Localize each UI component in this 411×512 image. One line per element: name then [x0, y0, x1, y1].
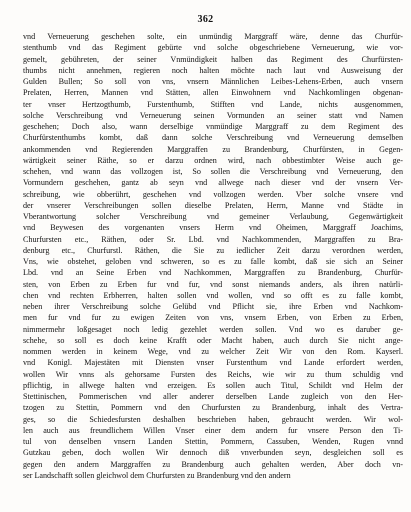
- text-line: Prelaten, Herren, Mannen vnd Stätten, allen Einwohnern vnd Nachkomlingen obgenan-: [23, 88, 403, 98]
- text-line: Vormundern geschehen, gantz ab seyn vnd allwege nach dieser vnd der vnsern Ver-: [23, 178, 403, 188]
- text-line: nimmermehr loßgesaget noch ledig gezehlet werden sollen. Vnd wo es daruber ge-: [23, 324, 403, 334]
- text-line: schreibung, wie obberührt, geschehen vnd vollzogen werden. Vber solche vnsere vnd: [23, 189, 403, 199]
- text-line: wärtigkeit seiner Räthe, so er darzu ordnen wird, nach obbestimbter Weise auch ge-: [23, 155, 403, 165]
- text-line: gemelt, gebühreten, der seiner Vnmündigkeit halben das Regiment des Churfürsten-: [23, 54, 403, 64]
- text-line: Churfürstenthumbs kombt, daß dann solche Verschreibung vnd Verneuerung demselben: [23, 133, 403, 143]
- text-line: geschehen; Doch also, wann derselbige vnmündige Marggraff zu dem Regiment des: [23, 122, 403, 131]
- text-line: sten, von Erben zu Erben fur vnd fur, vnd sonst niemands anders, als ihren natürli-: [23, 279, 403, 289]
- text-line: pflichtig, in allwege halten vnd erzeigen. Es sollen auch Titul, Schildt vnd Helm der: [23, 380, 403, 390]
- text-line: gegen den andern Marggraffen zu Brandenburg auch gehalten werden, Aber doch vn-: [23, 459, 403, 469]
- text-line: neben ihrer Verschreibung solche Gelübd vnd Pflicht sie, ihre Erben vnd Nachkom-: [23, 302, 403, 311]
- text-line: schehen, vnd wann das vollzogen ist, So sollen die Verschreibung vnd Verneuerung, den: [23, 167, 403, 176]
- text-line: nommen werden in keinem Wege, vnd zu welcher Zeit Wir von den Rom. Kayserl.: [23, 347, 403, 356]
- text-line: ankommenden vnd Regierenden Marggraffen zu Brandenburg, Churfürsten, in Gegen-: [23, 144, 403, 154]
- text-line: tul von denselben vnsern Landen Stettin, Pommern, Cassuben, Wenden, Rugen vnnd: [23, 437, 403, 446]
- text-line: tzogen zu Stettin, Pommern vnd den Churfursten zu Brandenburg, inhalt des Vertra-: [23, 403, 403, 413]
- text-line: denburg etc., Churfurstl. Räthen, die Sie zu iedlicher Zeit darzu verordnen werden,: [23, 245, 403, 255]
- text-line: schehe, so soll es doch keine Krafft oder Macht haben, auch durch Sie nicht ange-: [23, 335, 403, 345]
- text-line: Vberantwortung solcher Verschreibung vnd gemeiner Verlaubung, Gegenwärtigkeit: [23, 212, 403, 221]
- text-line: Stettinischen, Pommerischen vnd aller anderer derselben Lande zugleich von den Her-: [23, 392, 403, 401]
- text-line: len auch aus freundlichem Willen Vnser einer dem andern fur vnsere Person den Ti-: [23, 425, 403, 435]
- text-line: men fur vnd fur zu ewigen Zeiten von vns, vnsern Erben, von Erben zu Erben,: [23, 313, 403, 323]
- text-line: solche Verschreibung vnd Verneuerung seinen Vormunden an seiner statt vnd Namen: [23, 110, 403, 120]
- text-line: ter vnser Hertzogthumb, Furstenthumb, Stifften vnd Lande, nichts ausgenommen,: [23, 99, 403, 109]
- text-line: Churfursten etc., Räthen, oder Sr. Lbd. vnd Nachkommenden, Marggraffen zu Bra-: [23, 234, 403, 244]
- text-line: chen vnd rechten Erbherren, halten sollen vnd wollen, vnd so offt es zu falle kombt,: [23, 290, 403, 300]
- text-line: Gutzkau geben, doch wollen Wir dennoch diß vnverbunden seyn, desgleichen soll es: [23, 448, 403, 458]
- text-line: Vns, wie obstehet, geloben vnd schweren, so es zu falle kombt, daß sie sich an Seiner: [23, 257, 403, 266]
- text-line: vnd Beywesen des vorgenanten vnsers Herrn vnd Oheimen, Marggraff Joachims,: [23, 223, 403, 233]
- text-line: der vnserer Verschreibungen sollen dieselbe Prelaten, Herrn, Manne vnd Städte in: [23, 200, 403, 210]
- page-number: 362: [197, 14, 214, 25]
- text-line: wollen Wir vnns als gehorsame Fursten des Reichs, wie wir zu thum schuldig vnd: [23, 369, 403, 379]
- text-line: ges, so die Schiedesfursten deshalben beschrieben haben, gebraucht werden. Wir wol-: [23, 414, 403, 424]
- text-line: thumbs nicht annehmen, regieren noch halten möchte nach laut vnd Ausweisung der: [23, 65, 403, 75]
- text-line: stenthumb vnd das Regiment gebürte vnd solche obgeschriebene Verneuerung, wie vor-: [23, 43, 403, 53]
- text-line: Lbd. vnd an Seine Erben vnd Nachkommen, Marggraffen zu Brandenburg, Churfür-: [23, 268, 403, 278]
- text-line: vnd Konigl. Majestäten mit Diensten vnser Furstenthum vnd Lande erfordert werden,: [23, 358, 403, 368]
- text-line: Gulden Bullen; So soll von vns, vnsern Männlichen Leibes-Lehens-Erben, auch vnsern: [23, 77, 403, 86]
- body-text: [23, 31, 403, 481]
- text-line: vnd Verneuerung geschehen solte, ein unmündig Marggraff wäre, denne das Churfür-: [23, 32, 403, 41]
- text-line: ser Landschafft sollen gleichwol dem Churfursten zu Brandenburg vnd den andern: [23, 470, 291, 480]
